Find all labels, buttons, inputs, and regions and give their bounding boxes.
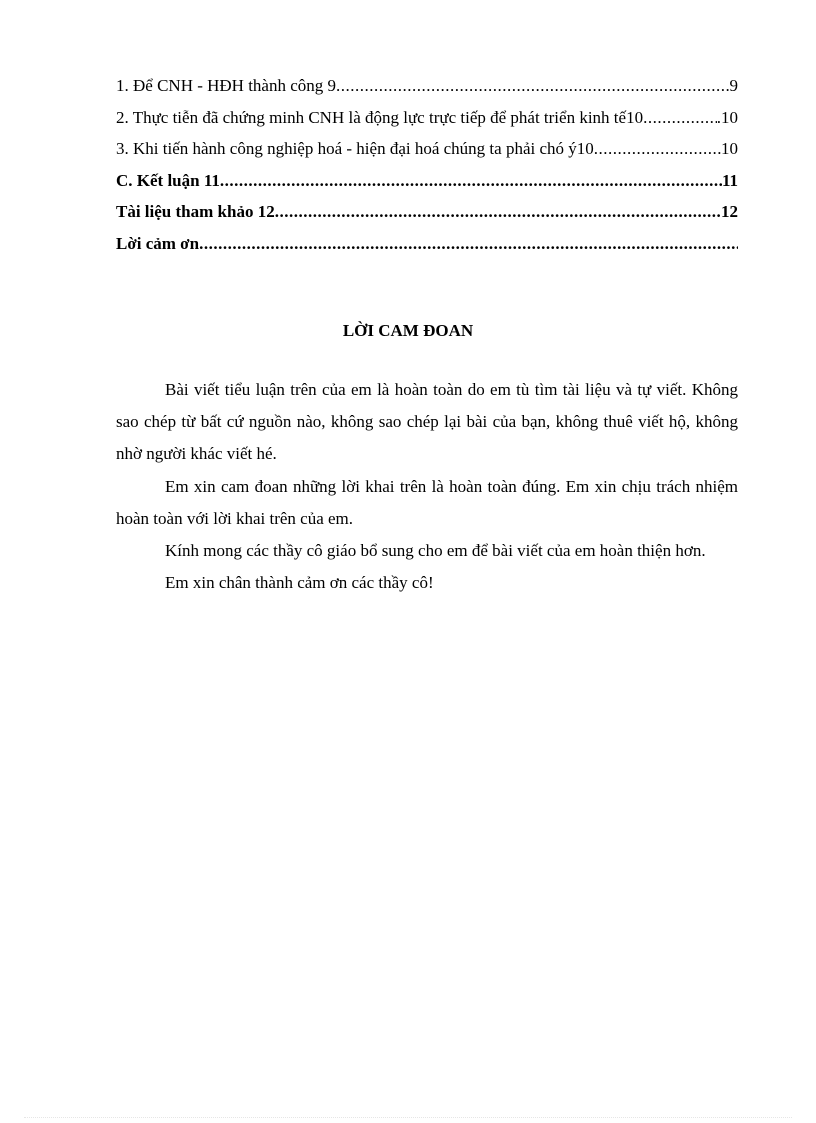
- declaration-paragraph-3: Kính mong các thầy cô giáo bổ sung cho em để bài viết của em hoàn thiện hơn.: [165, 541, 706, 561]
- toc-entry-label: 1. Để CNH - HĐH thành công 9: [116, 76, 337, 95]
- toc-leader-dots: [336, 76, 729, 96]
- toc-entry-4[interactable]: [116, 171, 738, 203]
- toc-entry-3[interactable]: [116, 139, 738, 171]
- toc-entry-page: 9: [729, 76, 738, 95]
- toc-entry-6[interactable]: [116, 234, 738, 266]
- declaration-body: [116, 374, 738, 599]
- toc-entry-2[interactable]: [116, 108, 738, 140]
- toc-entry-page: 10: [721, 139, 738, 159]
- toc-leader-dots: [594, 139, 721, 159]
- toc-entry-label: Tài liệu tham khảo 12: [116, 202, 275, 222]
- page-footer-divider: [24, 1117, 792, 1118]
- toc-entry-label: C. Kết luận 11: [116, 170, 220, 190]
- toc-entry-5[interactable]: [116, 202, 738, 234]
- toc-entry-1[interactable]: [116, 76, 738, 108]
- toc-entry-label: Lời cảm ơn: [116, 233, 200, 253]
- toc-entry-page: .10: [716, 107, 738, 127]
- toc-entry-page: 12: [721, 202, 738, 222]
- table-of-contents: [116, 76, 738, 266]
- toc-entry-label: 3. Khi tiến hành công nghiệp hoá - hiện đại hoá chúng ta phải chó ý10: [116, 139, 594, 159]
- toc-leader-dots: [199, 234, 738, 254]
- declaration-paragraph-2: Em xin cam đoan những lời khai trên là hoàn toàn đúng. Em xin chịu trách nhiệm hoàn toàn với lời khai trên của em.: [116, 476, 738, 528]
- declaration-title: LỜI CAM ĐOAN: [342, 321, 474, 340]
- toc-entry-page: 11: [721, 170, 738, 190]
- declaration-paragraph-1: Bài viết tiểu luận trên của em là hoàn toàn do em tù tìm tài liệu và tự viết. Không sao chép từ bất cứ nguồn nào, không sao chép lại bài của bạn, không thuê viết hộ, không nhờ người khác viết hé.: [116, 380, 738, 464]
- toc-leader-dots: [220, 171, 722, 191]
- toc-entry-label: 2. Thực tiễn đã chứng minh CNH là động lực trực tiếp để phát triển kinh tế10: [116, 107, 644, 127]
- declaration-paragraph-4: Em xin chân thành cảm ơn các thầy cô!: [165, 573, 434, 593]
- toc-leader-dots: [275, 202, 721, 222]
- toc-leader-dots: [643, 108, 717, 128]
